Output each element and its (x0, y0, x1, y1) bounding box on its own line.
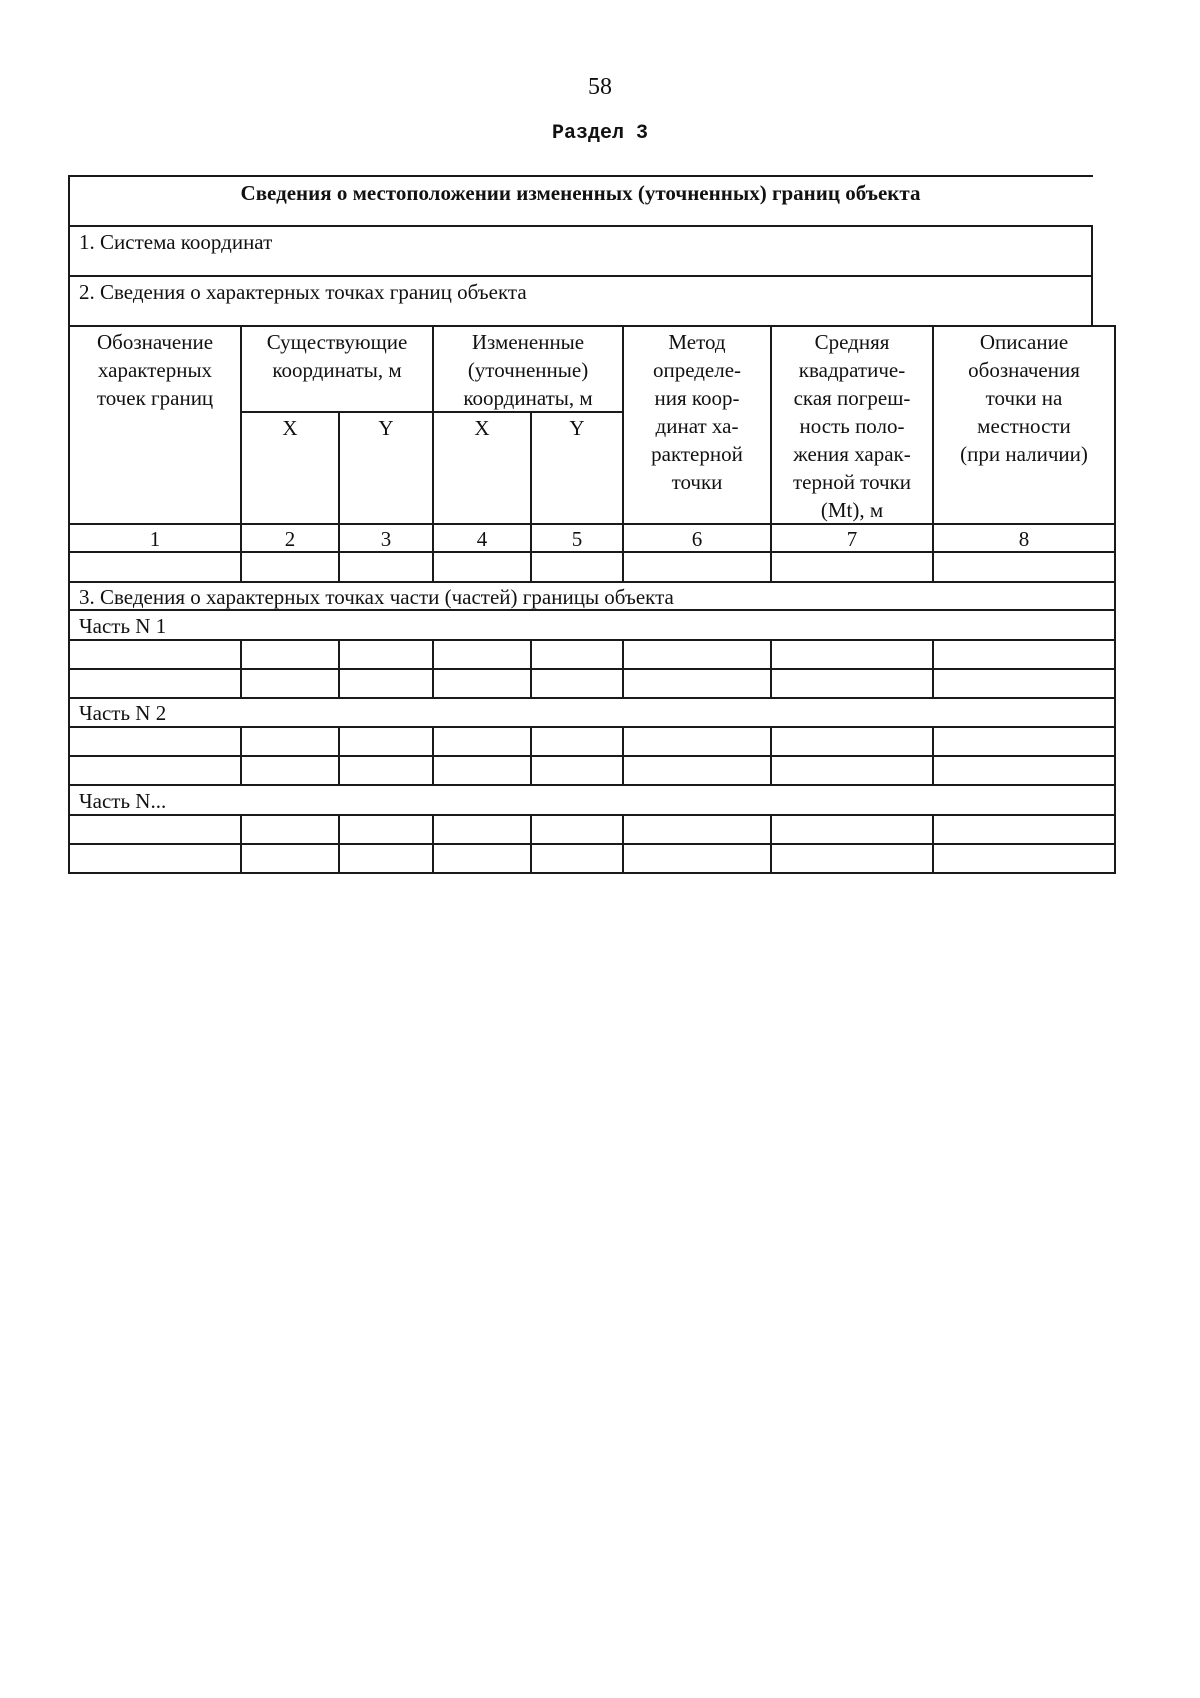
header-method: Метод определе- ния коор- динат ха- рактерной точки (651, 330, 743, 494)
table-divider (68, 581, 1116, 583)
header-changed-coordinates: Измененные (уточненные) координаты, м (463, 330, 593, 410)
coordinate-system-label: 1. Система координат (79, 230, 273, 254)
column-separator (530, 639, 532, 698)
column-separator (622, 726, 624, 785)
column-separator (932, 639, 934, 698)
header-existing-x: X (282, 416, 298, 440)
table-divider (68, 275, 1093, 277)
table-divider (68, 814, 1116, 816)
column-separator (240, 726, 242, 785)
part-1-label: Часть N 1 (79, 614, 167, 638)
part-n-label: Часть N... (79, 789, 167, 813)
table-divider (68, 726, 1116, 728)
column-separator (432, 814, 434, 874)
table-divider (68, 755, 1116, 757)
column-number: 7 (846, 527, 858, 551)
table-border-right (1114, 325, 1116, 874)
column-number: 1 (149, 527, 161, 551)
column-separator (770, 814, 772, 874)
header-designation: Обозначение характерных точек границ (96, 330, 214, 410)
column-separator (240, 639, 242, 698)
header-existing-y: Y (378, 416, 394, 440)
table-divider (68, 784, 1116, 786)
header-changed-y: Y (569, 416, 585, 440)
column-separator (932, 814, 934, 874)
column-number: 4 (476, 527, 488, 551)
table-divider (68, 225, 1093, 227)
header-existing-coordinates: Существующие координаты, м (266, 330, 408, 382)
table-divider (68, 697, 1116, 699)
section-title: Раздел 3 (551, 122, 648, 145)
column-separator (770, 639, 772, 698)
column-separator (770, 726, 772, 785)
column-separator (622, 814, 624, 874)
boundary-points-label: 2. Сведения о характерных точках границ объекта (79, 280, 527, 304)
table-border-top (68, 175, 1093, 177)
part-2-label: Часть N 2 (79, 701, 167, 725)
page-number: 58 (588, 74, 612, 100)
column-separator (432, 726, 434, 785)
table-border-left (68, 175, 70, 874)
table-divider (68, 843, 1116, 845)
table-border-right (1091, 225, 1093, 327)
column-number: 2 (284, 527, 296, 551)
column-number: 3 (380, 527, 392, 551)
column-separator (432, 639, 434, 698)
table-border-bottom (68, 872, 1116, 874)
column-separator (338, 639, 340, 698)
header-mean-error: Средняя квадратиче- ская погреш- ность поло- жения харак- терной точки (Mt), м (792, 330, 912, 522)
column-separator (932, 726, 934, 785)
table-divider (68, 668, 1116, 670)
parts-heading: 3. Сведения о характерных точках части (частей) границы объекта (79, 585, 674, 609)
column-separator (338, 814, 340, 874)
column-separator (530, 814, 532, 874)
column-separator (338, 726, 340, 785)
column-number: 5 (571, 527, 583, 551)
header-changed-x: X (474, 416, 490, 440)
column-number: 6 (691, 527, 703, 551)
table-divider (68, 325, 1116, 327)
table-title: Сведения о местоположении измененных (уточненных) границ объекта (240, 181, 921, 205)
table-divider (68, 639, 1116, 641)
header-description: Описание обозначения точки на местности (при наличии) (960, 330, 1088, 466)
column-separator (622, 639, 624, 698)
column-separator (240, 814, 242, 874)
column-separator (530, 726, 532, 785)
table-divider (68, 523, 1116, 525)
column-number: 8 (1018, 527, 1030, 551)
